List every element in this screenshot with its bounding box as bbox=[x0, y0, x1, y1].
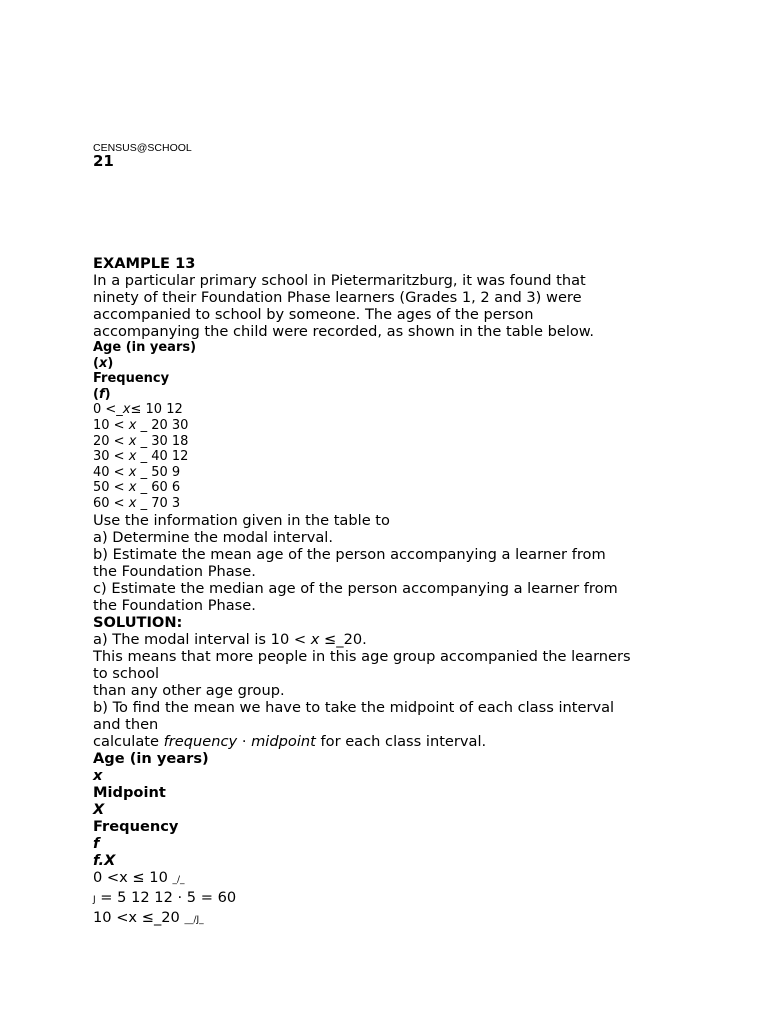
question-c-line-2: the Foundation Phase. bbox=[93, 597, 256, 614]
example-section bbox=[93, 255, 693, 512]
intro-line-2: ninety of their Foundation Phase learners (Grades 1, 2 and 3) were bbox=[93, 289, 582, 306]
question-b-line-1: b) Estimate the mean age of the person accompanying a learner from bbox=[93, 546, 606, 563]
question-a: a) Determine the modal interval. bbox=[93, 529, 333, 546]
solution-means-line-3: than any other age group. bbox=[93, 682, 285, 699]
source-header: CENSUS@SCHOOL bbox=[93, 142, 192, 154]
table1-row: 20 < x _ 30 18 bbox=[93, 433, 189, 449]
questions-and-solution bbox=[93, 512, 693, 929]
solution-calc-line: calculate frequency · midpoint for each class interval. bbox=[93, 733, 487, 750]
solution-heading: SOLUTION: bbox=[93, 614, 183, 631]
table2-header-frequency: Frequency bbox=[93, 818, 179, 835]
table2-row: 0 <x ≤ 10 _/_ bbox=[93, 869, 185, 886]
table2-row: 10 <x ≤_20 __/J_ bbox=[93, 909, 204, 926]
example-title: EXAMPLE 13 bbox=[93, 255, 196, 272]
table1-row: 10 < x _ 20 30 bbox=[93, 417, 189, 433]
table2-header-midpoint: Midpoint bbox=[93, 784, 166, 801]
table1-col2-label: Frequency bbox=[93, 371, 170, 387]
solution-b-line-2: and then bbox=[93, 716, 159, 733]
table1-row: 50 < x _ 60 6 bbox=[93, 480, 181, 496]
table1-col1-var: (x) bbox=[93, 355, 114, 371]
table1-col2-var: (f) bbox=[93, 386, 111, 402]
table1-col1-label: Age (in years) bbox=[93, 340, 197, 355]
intro-line-4: accompanying the child were recorded, as shown in the table below. bbox=[93, 323, 595, 340]
table2-header-product: f.X bbox=[93, 852, 116, 869]
table1-row: 0 <_x≤ 10 12 bbox=[93, 402, 183, 418]
intro-line-3: accompanied to school by someone. The ages of the person bbox=[93, 306, 534, 323]
intro-line-1: In a particular primary school in Pietermaritzburg, it was found that bbox=[93, 272, 586, 289]
page-number: 21 bbox=[93, 152, 114, 170]
solution-a: a) The modal interval is 10 < x ≤_20. bbox=[93, 631, 367, 648]
questions-lead: Use the information given in the table to bbox=[93, 512, 390, 529]
solution-b-line-1: b) To find the mean we have to take the midpoint of each class interval bbox=[93, 699, 615, 716]
table1-row: 30 < x _ 40 12 bbox=[93, 449, 189, 465]
table2-header-midpoint-var: X bbox=[93, 801, 105, 818]
question-c-line-1: c) Estimate the median age of the person accompanying a learner from bbox=[93, 580, 618, 597]
table2-header-frequency-var: f bbox=[93, 835, 100, 852]
table2-header-age: Age (in years) bbox=[93, 750, 209, 767]
table1-row: 60 < x _ 70 3 bbox=[93, 495, 181, 511]
table2-header-age-var: x bbox=[93, 767, 103, 784]
table1-row: 40 < x _ 50 9 bbox=[93, 464, 181, 480]
question-b-line-2: the Foundation Phase. bbox=[93, 563, 256, 580]
solution-means-line-1: This means that more people in this age group accompanied the learners bbox=[93, 648, 631, 665]
table2-row: J = 5 12 12 · 5 = 60 bbox=[93, 889, 237, 906]
solution-means-line-2: to school bbox=[93, 665, 160, 682]
